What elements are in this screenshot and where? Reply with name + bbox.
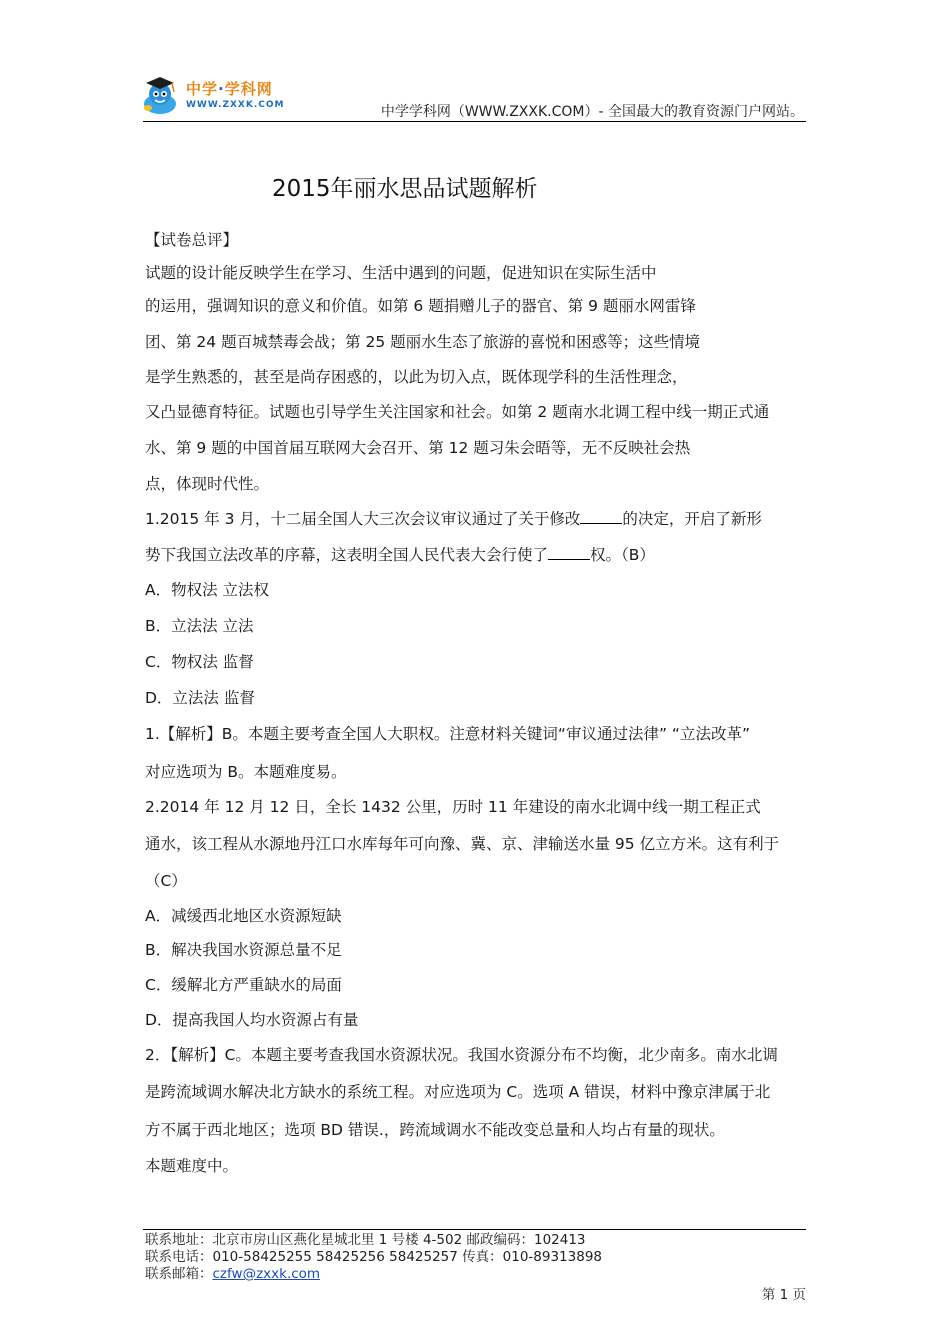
document-title: 2015年丽水思品试题解析: [272, 176, 538, 202]
question-2-stem: 2.2014 年 12 月 12 日，全长 1432 公里，历时 11 年建设的南水北调中线一期工程正式: [145, 798, 761, 816]
footer-phone: 联系电话：010-58425255 58425256 58425257 传真：010-89313898: [145, 1249, 603, 1265]
question-2-option: D．提高我国人均水资源占有量: [145, 1011, 359, 1029]
review-line: 水、第 9 题的中国首届互联网大会召开、第 12 题习朱会晤等，无不反映社会热: [145, 439, 691, 457]
question-1-analysis: 1.【解析】B。本题主要考查全国人大职权。注意材料关键词“审议通过法律” “立法改革”: [145, 725, 750, 743]
question-1-option: D．立法法 监督: [145, 689, 255, 707]
footer-divider: [143, 1229, 806, 1230]
review-heading: 【试卷总评】: [145, 231, 239, 249]
question-1-option: C．物权法 监督: [145, 653, 254, 671]
logo-url: WWW.ZXXK.COM: [186, 100, 285, 110]
mascot-icon: [138, 74, 182, 116]
header-tagline: 中学学科网（WWW.ZXXK.COM）- 全国最大的教育资源门户网站。: [380, 104, 804, 120]
question-2-analysis: 2．【解析】C。本题主要考查我国水资源状况。我国水资源分布不均衡，北少南多。南水北调: [145, 1046, 778, 1064]
question-2-analysis: 方不属于西北地区；选项 BD 错误.，跨流域调水不能改变总量和人均占有量的现状。: [145, 1121, 725, 1139]
question-2-option: A．减缓西北地区水资源短缺: [145, 907, 342, 925]
review-line: 试题的设计能反映学生在学习、生活中遇到的问题，促进知识在实际生活中: [145, 264, 657, 282]
review-line: 团、第 24 题百城禁毒会战；第 25 题丽水生态了旅游的喜悦和困惑等；这些情境: [145, 333, 701, 351]
review-line: 又凸显德育特征。试题也引导学生关注国家和社会。如第 2 题南水北调工程中线一期正式通: [145, 403, 770, 421]
logo-name: 中学·学科网: [186, 80, 273, 98]
review-line: 点，体现时代性。: [145, 475, 270, 493]
footer-address: 联系地址：北京市房山区燕化星城北里 1 号楼 4-502 邮政编码：102413: [145, 1232, 586, 1248]
site-logo[interactable]: [138, 72, 298, 118]
footer-email-link[interactable]: czfw@zxxk.com: [212, 1266, 321, 1282]
question-2-stem: 通水，该工程从水源地丹江口水库每年可向豫、冀、京、津输送水量 95 亿立方米。这有利于: [145, 835, 780, 853]
review-line: 的运用，强调知识的意义和价值。如第 6 题捐赠儿子的器官、第 9 题丽水网雷锋: [145, 297, 696, 315]
question-2-analysis: 本题难度中。: [145, 1157, 239, 1175]
footer-email-label: 联系邮箱：: [145, 1266, 213, 1282]
page-number: 第 1 页: [761, 1287, 806, 1303]
question-2-stem: （C）: [145, 872, 187, 890]
footer-email-row: [145, 1266, 320, 1282]
question-1-stem: 1.2015 年 3 月，十二届全国人大三次会议审议通过了关于修改 的决定，开启了新形: [145, 510, 762, 528]
question-1-option: B．立法法 立法: [145, 617, 254, 635]
header-divider: [143, 121, 806, 122]
answer-blank: [580, 509, 622, 524]
question-1-analysis: 对应选项为 B。本题难度易。: [145, 763, 347, 781]
question-1-option: A．物权法 立法权: [145, 581, 270, 599]
question-2-option: B．解决我国水资源总量不足: [145, 941, 342, 959]
answer-blank: [548, 545, 590, 560]
question-1-stem: 势下我国立法改革的序幕，这表明全国人民代表大会行使了 权。（B）: [145, 546, 655, 564]
question-2-analysis: 是跨流域调水解决北方缺水的系统工程。对应选项为 C。选项 A 错误，材料中豫京津属于北: [145, 1083, 771, 1101]
question-2-option: C．缓解北方严重缺水的局面: [145, 976, 342, 994]
review-line: 是学生熟悉的，甚至是尚存困惑的，以此为切入点，既体现学科的生活性理念，: [145, 368, 688, 386]
